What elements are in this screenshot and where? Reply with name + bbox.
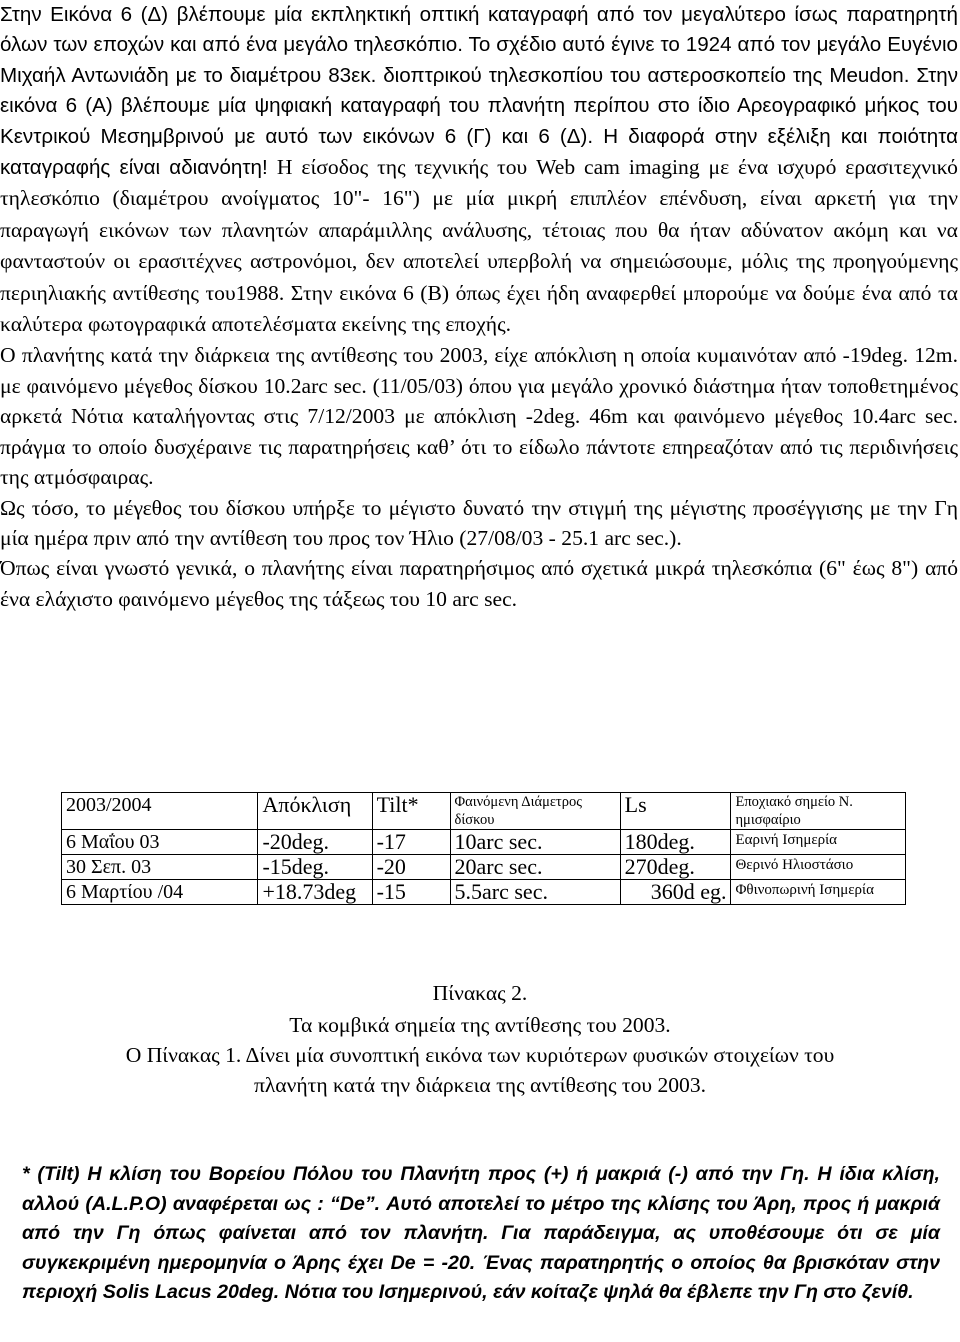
- table-cell: 5.5arc sec.: [450, 880, 620, 905]
- paragraph-2: Ο πλανήτης κατά την διάρκεια της αντίθεσης του 2003, είχε απόκλιση η οποία κυμαινόταν από -19deg. 12m. με φαινόμενο μέγεθος δίσκου 10.2arc sec. (11/05/03) όπου για μεγάλο χρονικό διάστημα ήταν τοποθετημένος αρκετά Νότια καταλήγοντας στις 7/12/2003 με απόκλιση -2deg. 46m και φαινόμενο μέγεθος 10.4arc sec. πράγμα το οποίο δυσχέραινε τις παρατηρήσεις καθ’ ότι το είδωλο πάντοτε επηρεαζόταν από τις περιδινήσεις της ατμόσφαιρας.: [0, 343, 958, 490]
- paragraph-1: [0, 0, 958, 340]
- table-cell: 270deg.: [620, 855, 731, 880]
- body-text: [0, 0, 958, 614]
- header-cell: Ls: [620, 793, 731, 830]
- table-cell: -15deg.: [258, 855, 372, 880]
- paragraph-1-part-b: Η είσοδος της τεχνικής του Web cam imaging με ένα ισχυρό ερασιτεχνικό τηλεσκόπιο (διαμέτρου ανοίγματος 10"- 16") με μία μικρή επιπλέον επένδυση, είναι αρκετή για την παραγωγή εικόνων των πλανητών απαράμιλλης ανάλυσης, τέτοιας που θα ήταν αδύνατον ακόμη και να φανταστούν οι ερασιτέχνες αστρονόμοι, δεν αποτελεί υπερβολή να σημειώσουμε, μόλις της προηγούμενης περιηλιακής αντίθεσης του1988. Στην εικόνα 6 (Β) όπως έχει ήδη αναφερθεί μπορούμε να δούμε ένα από τα καλύτερα φωτογραφικά αποτελέσματα εκείνης της εποχής.: [0, 155, 958, 337]
- table-cell: -15: [372, 880, 450, 905]
- table-cell: 6 Μαρτίου /04: [62, 880, 258, 905]
- table-row: [62, 880, 906, 905]
- table-description: Τα κομβικά σημεία της αντίθεσης του 2003.: [289, 1013, 671, 1037]
- table-cell: -20deg.: [258, 830, 372, 855]
- table-cell: -20: [372, 855, 450, 880]
- opposition-table: [61, 792, 906, 905]
- table-cell: 6 Μαΐου 03: [62, 830, 258, 855]
- header-cell: 2003/2004: [62, 793, 258, 830]
- header-cell: Απόκλιση: [258, 793, 372, 830]
- header-cell: Εποχιακό σημείο Ν. ημισφαίριο: [731, 793, 906, 830]
- table-row: [62, 855, 906, 880]
- table-cell: +18.73deg: [258, 880, 372, 905]
- table-label: Πίνακας 2.: [432, 981, 528, 1005]
- paragraph-4: Όπως είναι γνωστό γενικά, ο πλανήτης είναι παρατηρήσιμος από σχετικά μικρά τηλεσκόπια (6" έως 8") από ένα ελάχιστο φαινόμενο μέγεθος της τάξεως του 10 arc sec.: [0, 556, 958, 611]
- table-cell: 30 Σεπ. 03: [62, 855, 258, 880]
- footnote-text: * (Tilt) Η κλίση του Βορείου Πόλου του Πλανήτη προς (+) ή μακριά (-) από την Γη. Η ίδια κλίση, αλλού (A.L.P.O) αναφέρεται ως : “De”. Αυτό αποτελεί το μέτρο της κλίσης του Άρη, προς ή μακριά από την Γη όπως φαίνεται από τον πλανήτη. Για παράδειγμα, ας υποθέσουμε ότι σε μία συγκεκριμένη ημερομηνία ο Άρης έχει De = -20. Ένας παρατηρητής ο οποίος θα βρισκόταν στην περιοχή Solis Lacus 20deg. Νότια του Ισημερινού, εάν κοίταζε ψηλά θα έβλεπε την Γη στο ζενίθ.: [22, 1163, 940, 1303]
- header-cell: Tilt*: [372, 793, 450, 830]
- table-row: [62, 830, 906, 855]
- table-header-row: [62, 793, 906, 830]
- table-cell: Εαρινή Ισημερία: [731, 830, 906, 855]
- paragraph-1-part-a: Στην Εικόνα 6 (Δ) βλέπουμε μία εκπληκτική οπτική καταγραφή από τον μεγαλύτερο ίσως παρατηρητή όλων των εποχών και από ένα μεγάλο τηλεσκόπιο. Το σχέδιο αυτό έγινε το 1924 από τον μεγάλο Ευγένιο Μιχαήλ Αντωνιάδη με το διαμέτρου 83εκ. διοπτρικού τηλεσκοπίου του αστεροσκοπείο της Meudon. Στην εικόνα 6 (Α) βλέπουμε μία ψηφιακή καταγραφή του πλανήτη περίπου στο ίδιο Αρεογραφικό μήκος του Κεντρικού Μεσημβρινού με αυτό των εικόνων 6 (Γ) και 6 (Δ). Η διαφορά στην εξέλιξη και ποιότητα καταγραφής είναι αδιανόητη!: [0, 3, 958, 180]
- table-cell: -17: [372, 830, 450, 855]
- header-cell: Φαινόμενη Διάμετρος δίσκου: [450, 793, 620, 830]
- table1-reference-line-2: πλανήτη κατά την διάρκεια της αντίθεσης του 2003.: [253, 1073, 707, 1097]
- table-cell: Θερινό Ηλιοστάσιο: [731, 855, 906, 880]
- table-cell: Φθινοπωρινή Ισημερία: [731, 880, 906, 905]
- paragraph-3: Ως τόσο, το μέγεθος του δίσκου υπήρξε το μέγιστο δυνατό την στιγμή της μέγιστης προσέγγισης με την Γη μία ημέρα πριν από την αντίθεση του προς τον Ήλιο (27/08/03 - 25.1 arc sec.).: [0, 495, 958, 550]
- table-cell: 10arc sec.: [450, 830, 620, 855]
- table-cell: 180deg.: [620, 830, 731, 855]
- table-cell: 360d eg.: [620, 880, 731, 905]
- table1-reference-line-1: Ο Πίνακας 1. Δίνει μία συνοπτική εικόνα των κυριότερων φυσικών στοιχείων του: [125, 1043, 835, 1067]
- table-cell: 20arc sec.: [450, 855, 620, 880]
- footnote: [0, 1160, 940, 1308]
